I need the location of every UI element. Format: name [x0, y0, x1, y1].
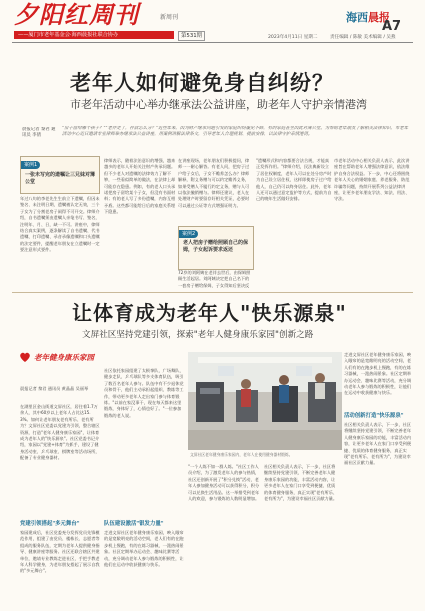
masthead-rule — [12, 42, 413, 43]
heart-icon — [18, 350, 32, 364]
article2-col2: 家园建成后，社区党委充分发挥党员先锋模范作用，组建了由党员、楼栋长、志愿者等组成的服务队伍，定期为老年人提供健身指导、健康讲座等服务。社区还联合辖区共建单位，邀请专业教练走进社区，手把手教老年人科学健身，为老年朋友搭起了展示自我的"多元舞台"。 — [20, 530, 100, 574]
article2-col4: 走进文屏社区老年健身康乐家园，映入眼帘的是宽敞明亮的活动空间，老人们有的在跑步机上慢跑，有的在练习器械，一派热闹景象。社区定期举办运动会、趣味比赛等活动，充分调动老年人参与锻炼的积极性，让他们在运动中收获健康与快乐。 — [104, 530, 184, 568]
article1-headline: 老年人如何避免身自纠纷？ — [70, 71, 334, 95]
article2-col7: 走进文屏社区老年健身康乐家园，映入眼帘的是宽敞明亮的活动空间，老人们有的在跑步机上慢跑，有的在练习器械，一派热闹景象。社区定期举办运动会、趣味比赛等活动，充分调动老年人参与锻炼的积极性，让他们在运动中收获健康与快乐。 — [344, 352, 412, 396]
case1-box — [20, 156, 100, 194]
edition-code: 第531期 — [178, 31, 205, 41]
photo-caption: 文屏社区老年健身康乐家园内，老年人在使用健身器材锻炼。 — [190, 452, 293, 457]
article2-subheadline: 文屏社区坚持党建引领，探索"老年人健身康乐家园"创新之路 — [82, 330, 314, 340]
article1-col6: 市老年活动中心相关负责人表示，此次讲座旨在帮助老年人增强法律意识，依法维护自身合法权益。下一步，中心还将围绕老年人关心的婚姻家庭、养老服务、防范诈骗等问题，持续开展系列公益法律讲座，让更多老年朋友学法、知法、用法、守法。 — [334, 158, 410, 202]
article-divider — [12, 292, 413, 293]
banner-text: 老年健身康乐家园 — [34, 353, 94, 362]
gym-photo-illustration — [188, 352, 342, 450]
paper-logo-left: 海西 — [346, 11, 368, 24]
article2-sub3: 活动创新打造"快乐源泉" — [344, 413, 404, 419]
page-code: A7 — [382, 19, 402, 34]
masthead-subtitle: ——厦门市老年基金会·海西晨报社联合协办 — [18, 32, 119, 38]
article2-col6: 社区相关负责人表示，下一步，社区将继续坚持党建引领，不断完善老年人健身康乐家园的功能，丰富活动内容，让更多老年人在家门口享受到便捷、优质的体育健身服务，真正实现"老有所乐、老有所为"，为建设幸福社区贡献力量。 — [264, 464, 338, 502]
article1-byline: 晨报记者 黎君 通讯员 李倩 — [22, 127, 56, 139]
article2-col5: "一个人练不如一群人练。"社区工作人员介绍，为了激发老年人的参与热情，社区还创新开展了"积分兑换"活动，老年人参加健身活动可以获得积分，积分可以兑换生活用品。这一举措受到老年人的欢迎，参与锻炼的人数明显增加。 — [188, 464, 260, 502]
date-line: 2023年4月11日 星期二 — [268, 35, 318, 40]
case2-title: 老人把房子赠给照顾自己的保姆，子女起诉要求返还 — [183, 240, 249, 253]
article2-byline: 晨报记者 黎君 通讯员 黄晶晶 吴丽琴 — [20, 386, 89, 391]
case1-title: 一张未写完的遗嘱让三兄妹对簿公堂 — [25, 172, 96, 185]
article1-subheadline: 市老年活动中心举办继承法公益讲座，助老年人守护亲情港湾 — [70, 98, 367, 111]
article2-col1: 在湖里区金山街道文屏社区，居住着1.7万余人，其中60岁以上老年人占比达15.3%。如何让老年朋友老有所乐、老有所为？文屏社区党委以党建为引领，整合辖区资源，打造"老年人健身康乐家园"，让体育成为老年人的"快乐源泉"。社区党委书记介绍，家园以"党建+体育"为抓手，建设了健身活动室、乒乓球室、棋牌室等活动场所，配备了专业健身器材。 — [20, 404, 100, 461]
article1-col1: 年过八旬的李老先生生前立下遗嘱，但因未签名、未注明日期，遗嘱被认定无效，三个子女为了分割老房子闹得不可开交。律师介绍，自书遗嘱须由遗嘱人亲笔书写、签名，注明年、月、日，缺一不可。讲座中，律师结合真实案例，逐条解读了自书遗嘱、代书遗嘱、打印遗嘱、录音录像遗嘱和口头遗嘱的法定要件，提醒老年朋友在立遗嘱时一定要注意形式要件。 — [20, 196, 100, 253]
case2-box — [178, 226, 254, 270]
article2-col3: 社区依托家园组建了太极拳队、广场舞队、健步走队、乒乓球队等多支体育队伍，吸引了数百名老年人参与。队伍中有不少退休党员和骨干，他们主动承担起组织、教练等工作，带动更多老年人走出家门参与体育锻炼。"以前在家没事干，现在每天都来这里锻炼，身体好了，心情也好了。"一位参加锻炼的老人说。 — [104, 368, 184, 418]
article1-col5: "遗嘱形式和内容都要合法合规，才能真正发挥作用。"律师介绍，民法典新设立了居住权制度，老年人可以在处分房产时为自己设立居住权，这样即使房子过户给他人，自己仍可以终身居住。此外，老年人还可以通过意定监护等方式，提前为自己的晚年生活做好安排。 — [256, 158, 332, 202]
article2-col8: 社区相关负责人表示，下一步，社区将继续坚持党建引领，不断完善老年人健身康乐家园的功能，丰富活动内容，让更多老年人在家门口享受到便捷、优质的体育健身服务，真正实现"老有所乐、老有所为"，为建设幸福社区贡献力量。 — [344, 422, 412, 466]
section-label: 新周刊 — [160, 14, 179, 21]
article2-headline: 让体育成为老年人"快乐源泉" — [72, 301, 347, 325]
masthead-logo: 夕阳红周刊 — [14, 0, 139, 29]
article1-col4: 72岁的刘阿姨在老伴去世后，由保姆照顾生活起居。刘阿姨决定把自己名下的一套房子赠给保姆，子女得知后坚决反 — [178, 270, 251, 288]
article2-sub2: 队伍建设激活"银发力量" — [104, 521, 164, 527]
fitness-banner — [18, 350, 108, 364]
article1-intro: "房子留给哪个孩子？""老伴走了，存款怎么分？"近些年来，因为财产继承问题引发的家庭纠纷屡见不鲜，有的家庭甚至因此对簿公堂。为帮助老年朋友了解相关法律知识，市老年活动中心近日邀请专业律师举办继承法公益讲座，用案例讲解法律条文，引导老年人合理规划、提前安排，以法律守护亲情港湾。 — [62, 126, 409, 138]
case1-tag: 案例1 — [21, 161, 40, 169]
paper-logo-right: 晨报 — [368, 11, 390, 24]
case2-tag: 案例2 — [179, 230, 198, 238]
editor-line: 责任编辑 / 陈敏 美术编辑 / 吴燕 — [330, 35, 396, 40]
article2-sub1: 党建引领搭起"多元舞台" — [20, 521, 80, 527]
gym-photo — [188, 352, 342, 450]
masthead — [0, 0, 425, 40]
article1-col2: 律师表示，随着法治意识的增强，越来越多的老年人开始关注财产传承问题。但不少老人对遗嘱的法律效力了解不够，一些看似简单的做法，在法律上却可能存在隐患。例如，有的老人口头承诺把房子留给某个子女，但没有书面材料；有的老人写了多份遗嘱，内容互相矛盾。这些都可能给日后的家庭关系埋下隐患。 — [104, 158, 176, 215]
article1-col3: 在讲座现场，老年朋友们积极提问，律师一一耐心解答。有老人问，把房子过户给子女后，子女不赡养怎么办？律师解释，附义务赠与可以约定赡养义务，如果受赠人不履行约定义务，赠与人可以依法撤销赠与。律师还建议，老人在处理财产时要留存好相关凭证，必要时可以通过公证等方式增强证明力。 — [178, 158, 250, 208]
